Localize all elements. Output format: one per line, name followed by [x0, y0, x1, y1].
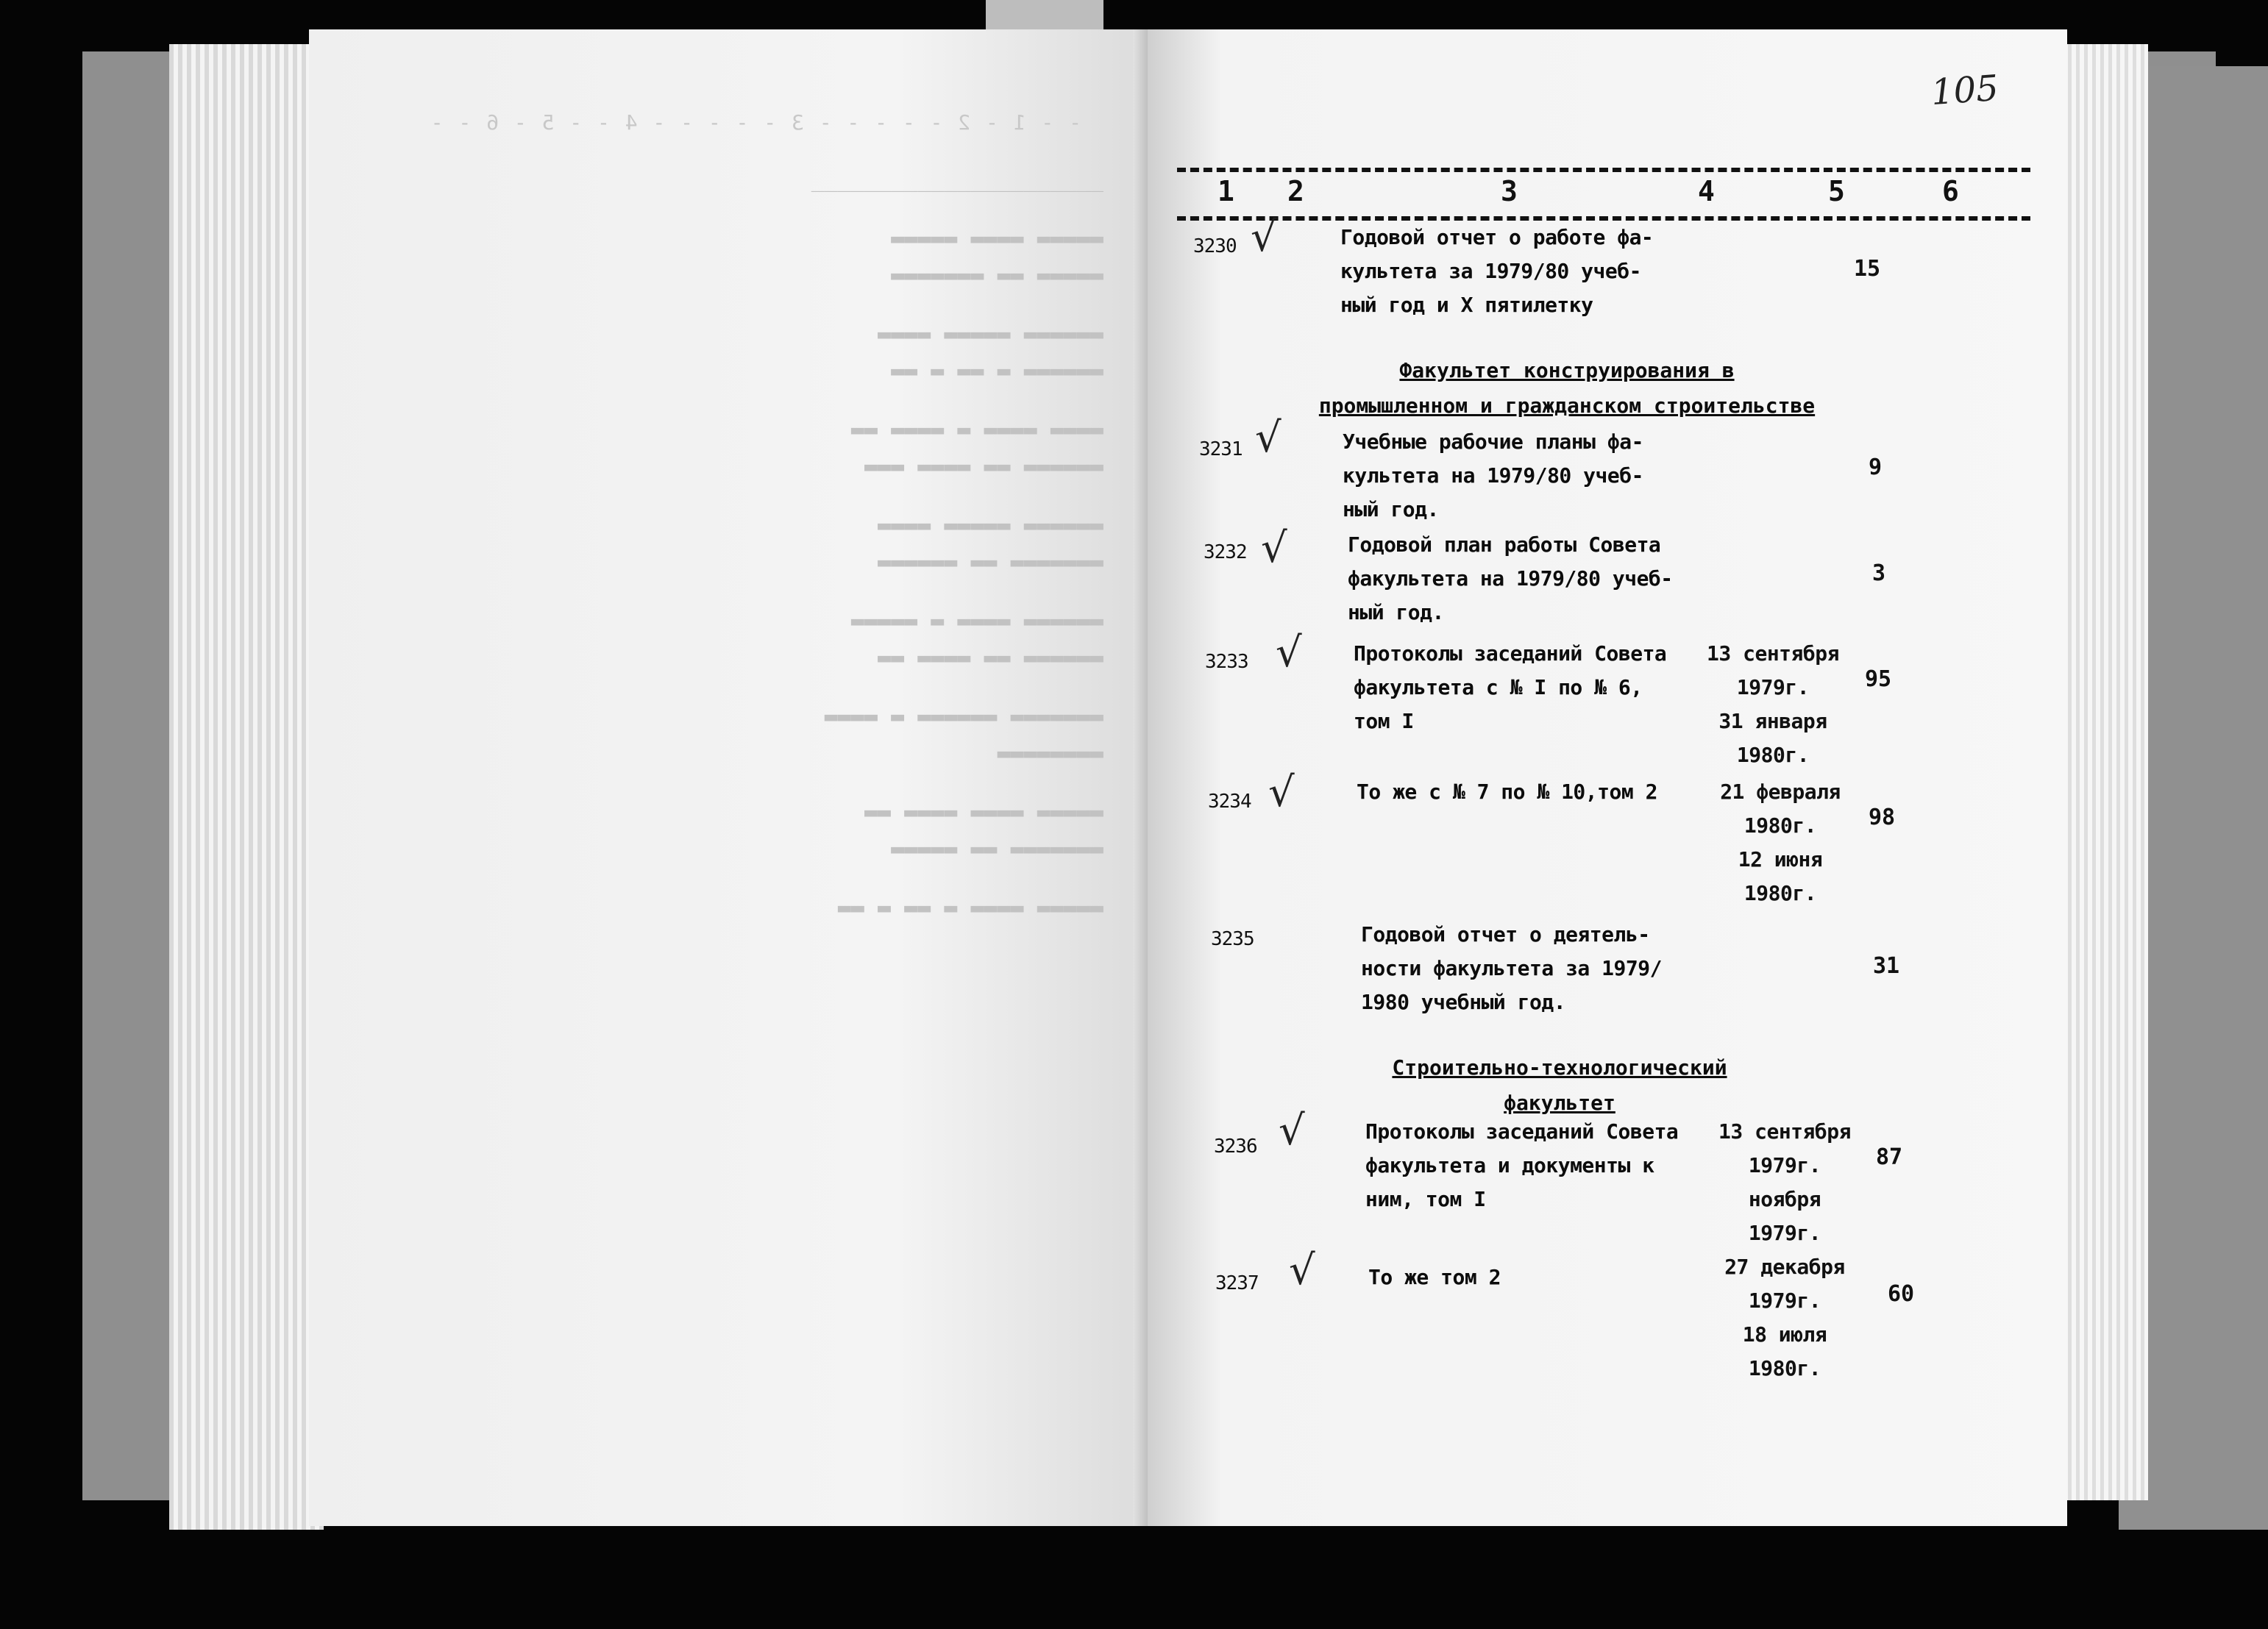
entry-title: То же том 2: [1368, 1265, 1501, 1289]
entry-dates: 13 сентября 1979г. ноября 1979г.: [1718, 1119, 1851, 1245]
header-rule-top: [1177, 168, 2030, 172]
entry-number: 3237: [1215, 1272, 1259, 1294]
section-heading: Факультет конструирования в промышленном и гражданском строительстве: [1318, 358, 1816, 418]
entry-number: 3231: [1199, 438, 1243, 460]
checkmark-icon: √: [1289, 1247, 1315, 1294]
page-stack-left: [169, 44, 324, 1530]
column-header: 2: [1287, 175, 1304, 207]
entry-pages: 60: [1888, 1281, 1915, 1307]
checkmark-icon: √: [1268, 769, 1295, 816]
entry-number: 3230: [1193, 235, 1237, 257]
entry-number: 3236: [1214, 1136, 1257, 1158]
entry-pages: 98: [1869, 805, 1896, 830]
bleed-through-header: - - 1 - 2 - - - - - 3 - - - - - 4 - - 5 - 6 - -: [429, 110, 1081, 135]
checkmark-icon: √: [1251, 213, 1277, 261]
entry-pages: 95: [1865, 666, 1892, 692]
entry-number: 3232: [1204, 541, 1247, 563]
page-stack-right: [2060, 44, 2148, 1500]
checkmark-icon: √: [1276, 629, 1302, 677]
entry-dates: 21 февраля 1980г. 12 июня 1980г.: [1720, 780, 1841, 905]
entry-pages: 3: [1872, 560, 1886, 586]
column-header: 3: [1501, 175, 1518, 207]
entry-dates: 27 декабря 1979г. 18 июля 1980г.: [1724, 1255, 1845, 1380]
column-header: 4: [1698, 175, 1715, 207]
entry-pages: 15: [1854, 256, 1881, 282]
column-header: 5: [1828, 175, 1845, 207]
entry-title: То же с № 7 по № 10,том 2: [1357, 780, 1657, 804]
binding-tab: [986, 0, 1103, 33]
column-header: 6: [1942, 175, 1959, 207]
entry-title: Учебные рабочие планы фа- культета на 1979/80 учеб- ный год.: [1343, 429, 1643, 521]
bleed-through-text: ______________________ ▬▬▬▬▬ ▬▬▬▬ ▬▬▬▬▬ ▬▬▬▬▬ ▬▬ ▬▬▬▬▬▬▬ ▬▬▬▬▬▬ ▬▬▬▬▬ ▬▬▬▬ ▬▬▬▬▬▬ ▬ ▬▬ ▬ ▬▬ ▬▬▬▬ ▬▬▬▬ ▬ ▬▬▬▬ ▬▬ ▬▬▬▬▬▬ ▬▬ ▬▬▬▬ ▬▬▬ ▬▬▬▬▬▬ ▬▬▬▬▬ ▬▬▬▬ ▬▬▬▬▬▬▬ ▬▬ ▬▬▬▬▬▬ ▬▬▬▬▬▬ ▬▬▬▬ ▬ ▬▬▬▬▬ ▬▬▬▬▬▬ ▬▬ ▬▬▬▬ ▬▬ ▬▬▬▬▬▬▬ ▬▬▬▬▬▬ ▬ ▬▬▬▬ ▬▬▬▬▬▬▬▬ ▬▬▬▬▬ ▬▬▬▬ ▬▬▬▬ ▬▬ ▬▬▬▬▬▬▬ ▬▬ ▬▬▬▬▬ ▬▬▬▬▬ ▬▬▬▬ ▬ ▬▬ ▬ ▬▬: [811, 167, 1103, 921]
entry-title: Годовой отчет о работе фа- культета за 1979/80 учеб- ный год и X пятилетку: [1340, 225, 1654, 317]
checkmark-icon: √: [1279, 1107, 1305, 1155]
folio-number: 105: [1930, 67, 2000, 114]
entry-dates: 13 сентября 1979г. 31 января 1980г.: [1707, 641, 1839, 767]
entry-number: 3233: [1205, 651, 1248, 673]
entry-number: 3235: [1211, 928, 1254, 950]
column-header: 1: [1217, 175, 1234, 207]
entry-pages: 9: [1869, 455, 1883, 480]
entry-title: Протоколы заседаний Совета факультета и документы к ним, том I: [1365, 1119, 1679, 1211]
entry-title: Годовой отчет о деятель- ности факультета за 1979/ 1980 учебный год.: [1361, 922, 1662, 1014]
section-heading: Строительно-технологический факультет: [1392, 1055, 1727, 1115]
entry-number: 3234: [1208, 791, 1251, 813]
entry-pages: 31: [1873, 953, 1900, 979]
entry-title: Годовой план работы Совета факультета на 1979/80 учеб- ный год.: [1348, 532, 1673, 624]
checkmark-icon: √: [1255, 414, 1281, 462]
entry-pages: 87: [1876, 1144, 1903, 1170]
entry-title: Протоколы заседаний Совета факультета с № I по № 6, том I: [1354, 641, 1667, 733]
checkmark-icon: √: [1261, 524, 1287, 572]
